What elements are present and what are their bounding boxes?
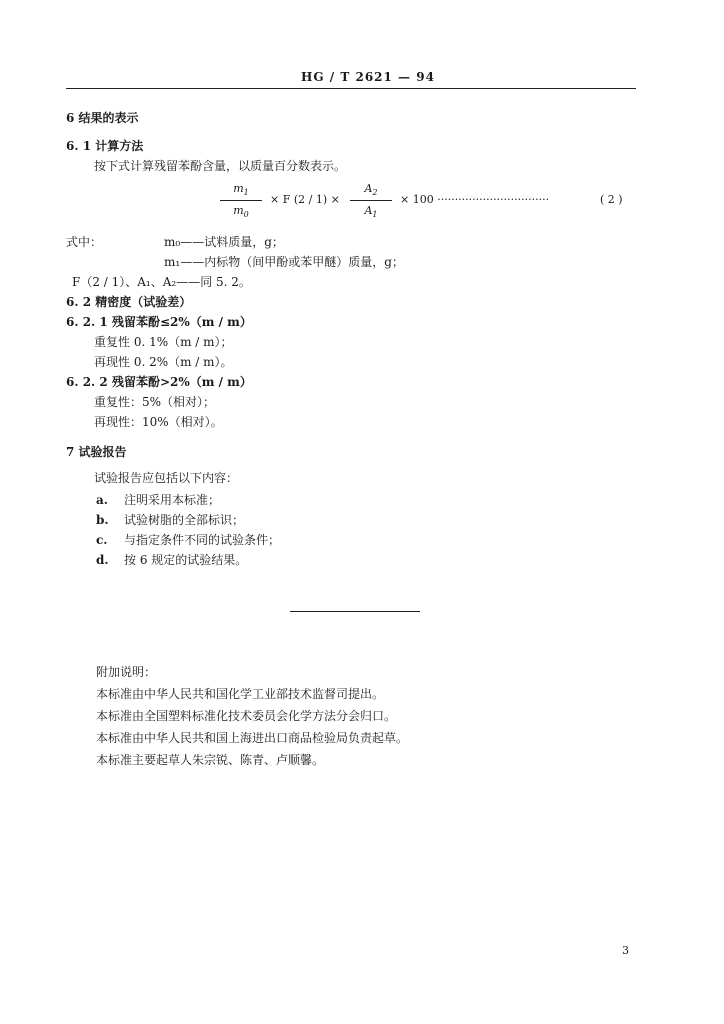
section-7-heading: 7 试验报告 — [66, 445, 127, 459]
section-6-heading: 6 结果的表示 — [66, 111, 139, 125]
formula-middle-term: × F (2 / 1) × — [270, 193, 340, 206]
header-rule — [66, 88, 636, 89]
note-line: 本标准由中华人民共和国化学工业部技术监督司提出。 — [96, 687, 385, 701]
formula-number: ( 2 ) — [600, 193, 623, 206]
notes-title: 附加说明： — [96, 665, 157, 679]
report-item-label: c. — [96, 533, 108, 547]
report-item-text: 按 6 规定的试验结果。 — [124, 553, 248, 567]
where-m1: m₁——内标物（间甲酚或苯甲醚）质量，g； — [164, 255, 404, 269]
report-item-label: b. — [96, 513, 109, 527]
formula-denominator-2: $A_1$ — [364, 204, 378, 220]
where-f: F（2 / 1）、A₁、A₂——同 5. 2。 — [72, 275, 251, 289]
section-6-2-1-repeatability: 重复性 0. 1%（m / m）； — [94, 335, 233, 349]
where-label: 式中： — [66, 235, 103, 249]
section-6-1-intro: 按下式计算残留苯酚含量，以质量百分数表示。 — [94, 159, 347, 173]
section-7-intro: 试验报告应包括以下内容： — [94, 471, 239, 485]
report-item-text: 注明采用本标准； — [124, 493, 221, 507]
end-rule — [290, 611, 420, 612]
section-6-1-heading: 6. 1 计算方法 — [66, 139, 144, 153]
report-item-text: 试验树脂的全部标识； — [124, 513, 245, 527]
section-6-2-2-heading: 6. 2. 2 残留苯酚>2%（m / m） — [66, 375, 252, 389]
where-m0: m₀——试料质量，g； — [164, 235, 284, 249]
formula-numerator-2: $A_2$ — [364, 182, 378, 198]
section-6-2-1-heading: 6. 2. 1 残留苯酚≤2%（m / m） — [66, 315, 252, 329]
page-number: 3 — [622, 944, 629, 957]
section-6-2-1-reproducibility: 再现性 0. 2%（m / m）。 — [94, 355, 233, 369]
report-item-text: 与指定条件不同的试验条件； — [124, 533, 281, 547]
report-item-label: a. — [96, 493, 108, 507]
formula-numerator-1: $m_1$ — [233, 182, 249, 198]
standard-code-header: HG / T 2621 — 94 — [301, 70, 435, 84]
formula-tail: × 100 ································ — [400, 193, 550, 206]
section-6-2-2-repeatability: 重复性：5%（相对）； — [94, 395, 216, 409]
note-line: 本标准主要起草人朱宗锐、陈青、卢顺馨。 — [96, 753, 325, 767]
section-6-2-2-reproducibility: 再现性：10%（相对）。 — [94, 415, 223, 429]
note-line: 本标准由全国塑料标准化技术委员会化学方法分会归口。 — [96, 709, 397, 723]
report-item-label: d. — [96, 553, 109, 567]
note-line: 本标准由中华人民共和国上海进出口商品检验局负责起草。 — [96, 731, 409, 745]
formula-denominator-1: $m_0$ — [233, 204, 249, 220]
section-6-2-heading: 6. 2 精密度（试验差） — [66, 295, 192, 309]
fraction-line-1 — [220, 200, 262, 201]
fraction-line-2 — [350, 200, 392, 201]
